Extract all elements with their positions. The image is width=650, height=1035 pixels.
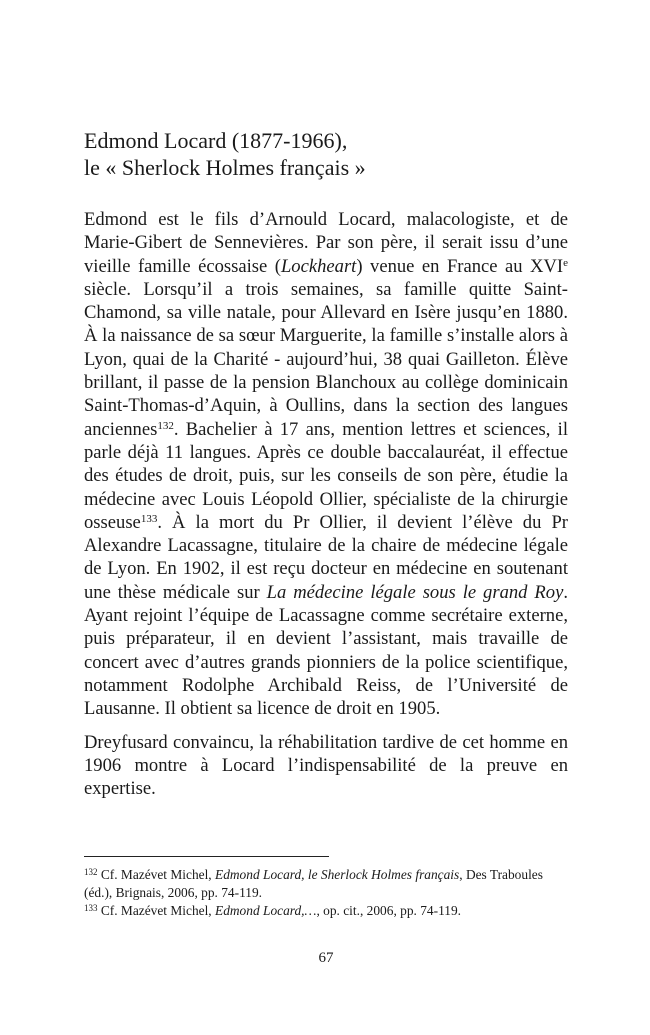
footnote-italic-title: Edmond Locard,… bbox=[215, 903, 317, 918]
footnote-text: , op. cit., 2006, pp. 74-119. bbox=[316, 903, 462, 918]
superscript-century: e bbox=[563, 256, 568, 269]
chapter-title-line-2: le « Sherlock Holmes français » bbox=[84, 155, 366, 180]
footnote-133 bbox=[84, 902, 568, 920]
chapter-title-line-1: Edmond Locard (1877-1966), bbox=[84, 128, 348, 153]
text-run: . À la mort du Pr Ollier, il devient l’élève du Pr Alexandre Lacassagne, titulaire de la chaire de médecine légale de Lyon. En 1902, il est reçu docteur en médecine en soutenant une thèse médicale sur bbox=[84, 511, 568, 603]
chapter-title bbox=[84, 127, 568, 181]
body-text bbox=[84, 208, 568, 800]
footnote-italic-title: Edmond Locard, le Sherlock Holmes français bbox=[215, 867, 460, 882]
footnote-divider bbox=[84, 856, 329, 857]
page-number: 67 bbox=[318, 950, 334, 966]
footnote-number: 132 bbox=[84, 867, 98, 877]
text-run: . Bachelier à 17 ans, mention lettres et sciences, il parle déjà 11 langues. Après ce double baccalauréat, il effectue des études de droit, puis, sur les conseils de son père, étudie la médecine avec Louis Léopold Ollier, spécialiste de la chirurgie osseuse bbox=[84, 418, 568, 533]
text-run: ) venue en France au XVI bbox=[356, 255, 564, 277]
text-run: siècle. Lorsqu’il a trois semaines, sa famille quitte Saint-Chamond, sa ville natale, pour Allevard en Isère jusqu’en 1880. À la naissance de sa sœur Marguerite, la famille s’installe alors à Lyon, quai de la Charité - aujourd’hui, 38 quai Gailleton. Élève brillant, il passe de la pension Blanchoux au collège dominicain Saint-Thomas-d’Aquin, à Oullins, dans la section des langues anciennes bbox=[84, 278, 568, 440]
footnote-132 bbox=[84, 866, 568, 902]
footnote-text: , Des Traboules (éd.), Brignais, 2006, pp. 74-119. bbox=[84, 867, 543, 900]
book-page bbox=[84, 0, 568, 1035]
footnote-text: Cf. Mazévet Michel, bbox=[97, 867, 216, 882]
text-run: . Ayant rejoint l’équipe de Lacassagne comme secrétaire externe, puis préparateur, il en devient l’assistant, mais travaille de concert avec d’autres grands pionniers de la police scientifique, notamment Rodolphe Archibald Reiss, de l’Université de Lausanne. Il obtient sa licence de droit en 1905. bbox=[84, 581, 568, 720]
paragraph-1 bbox=[84, 208, 568, 721]
footnote-number: 133 bbox=[84, 903, 98, 913]
footnote-text: Cf. Mazévet Michel, bbox=[97, 903, 216, 918]
text-run: Edmond est le fils d’Arnould Locard, malacologiste, et de Marie-Gibert de Sennevières. Par son père, il serait issu d’une vieille famille écossaise ( bbox=[84, 209, 568, 277]
italic-text: La médecine légale sous le grand Roy bbox=[266, 581, 564, 603]
paragraph-2: Dreyfusard convaincu, la réhabilitation tardive de cet homme en 1906 montre à Locard l’indispensabilité de la preuve en expertise. bbox=[84, 731, 568, 800]
footnotes bbox=[84, 866, 568, 920]
footnote-ref-132[interactable]: 132 bbox=[157, 419, 174, 432]
italic-text: Lockheart bbox=[280, 255, 357, 277]
footnote-ref-133[interactable]: 133 bbox=[140, 512, 158, 525]
